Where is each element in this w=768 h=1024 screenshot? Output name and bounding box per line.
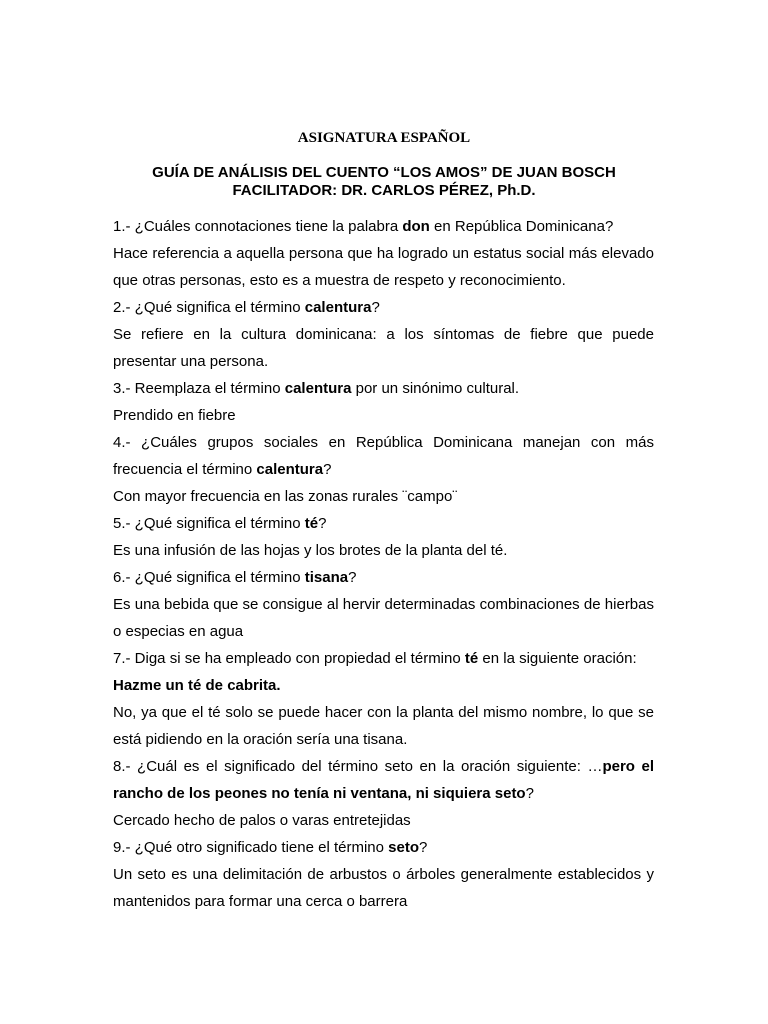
- question-6-text: 6.- ¿Qué significa el término: [113, 569, 305, 586]
- question-3-term: calentura: [284, 380, 352, 397]
- answer-3: Prendido en fiebre: [113, 407, 236, 424]
- question-5-text: 5.- ¿Qué significa el término: [113, 515, 305, 532]
- question-7-example: Hazme un té de cabrita.: [113, 677, 281, 694]
- question-7-text: 7.- Diga si se ha empleado con propiedad el término: [113, 650, 465, 667]
- question-5-suffix: ?: [318, 515, 327, 532]
- answer-1: Hace referencia a aquella persona que ha logrado un estatus social más elevado que otras personas, esto es a muestra de respeto y reconocimiento.: [113, 245, 654, 289]
- question-8-suffix: ?: [525, 785, 534, 802]
- question-6-term: tisana: [304, 569, 349, 586]
- question-4-text: 4.- ¿Cuáles grupos sociales en República Dominicana manejan con más frecuencia el término: [113, 434, 654, 478]
- question-8-text: 8.- ¿Cuál es el significado del término seto en la oración siguiente: …: [113, 758, 603, 775]
- question-3: [113, 375, 654, 402]
- question-7-suffix: en la siguiente oración:: [478, 650, 637, 667]
- question-8: [113, 753, 654, 807]
- answer-7: No, ya que el té solo se puede hacer con la planta del mismo nombre, lo que se está pidiendo en la oración sería una tisana.: [113, 704, 654, 748]
- question-9-term: seto: [388, 839, 419, 856]
- question-2-text: 2.- ¿Qué significa el término: [113, 299, 305, 316]
- question-1-text: 1.- ¿Cuáles connotaciones tiene la palabra: [113, 218, 403, 235]
- question-2: [113, 294, 654, 321]
- answer-8: Cercado hecho de palos o varas entretejidas: [113, 812, 411, 829]
- document-body: [113, 213, 654, 915]
- question-9-text: 9.- ¿Qué otro significado tiene el término: [113, 839, 389, 856]
- question-4-term: calentura: [256, 461, 324, 478]
- question-7-sentence: [113, 672, 654, 699]
- question-9-suffix: ?: [418, 839, 428, 856]
- question-5: [113, 510, 654, 537]
- answer-2: Se refiere en la cultura dominicana: a los síntomas de fiebre que puede presentar una persona.: [113, 326, 654, 370]
- question-8-quote: pero el rancho de los peones no tenía ni ventana, ni siquiera seto: [113, 758, 654, 802]
- question-5-term: té: [304, 515, 319, 532]
- title-line-1: GUÍA DE ANÁLISIS DEL CUENTO “LOS AMOS” DE JUAN BOSCH: [152, 164, 616, 181]
- question-6-suffix: ?: [348, 569, 357, 586]
- title-line-2: FACILITADOR: DR. CARLOS PÉREZ, Ph.D.: [232, 182, 536, 199]
- question-4-suffix: ?: [323, 461, 332, 478]
- question-4: [113, 429, 654, 483]
- question-1-term: don: [402, 218, 430, 235]
- question-9: [113, 834, 654, 861]
- subject-heading: ASIGNATURA ESPAÑOL: [297, 130, 471, 146]
- question-7: [113, 645, 654, 672]
- question-1: [113, 213, 654, 240]
- question-2-term: calentura: [304, 299, 372, 316]
- answer-5: Es una infusión de las hojas y los brotes de la planta del té.: [113, 542, 508, 559]
- question-2-suffix: ?: [371, 299, 380, 316]
- question-3-text: 3.- Reemplaza el término: [113, 380, 285, 397]
- answer-6: Es una bebida que se consigue al hervir determinadas combinaciones de hierbas o especias en agua: [113, 596, 654, 640]
- answer-9: Un seto es una delimitación de arbustos o árboles generalmente establecidos y mantenidos para formar una cerca o barrera: [113, 866, 654, 910]
- document-title: [0, 164, 768, 200]
- question-6: [113, 564, 654, 591]
- question-1-suffix: en República Dominicana?: [429, 218, 614, 235]
- answer-4: Con mayor frecuencia en las zonas rurales ¨campo¨: [113, 488, 458, 505]
- question-3-suffix: por un sinónimo cultural.: [351, 380, 520, 397]
- question-7-term: té: [464, 650, 479, 667]
